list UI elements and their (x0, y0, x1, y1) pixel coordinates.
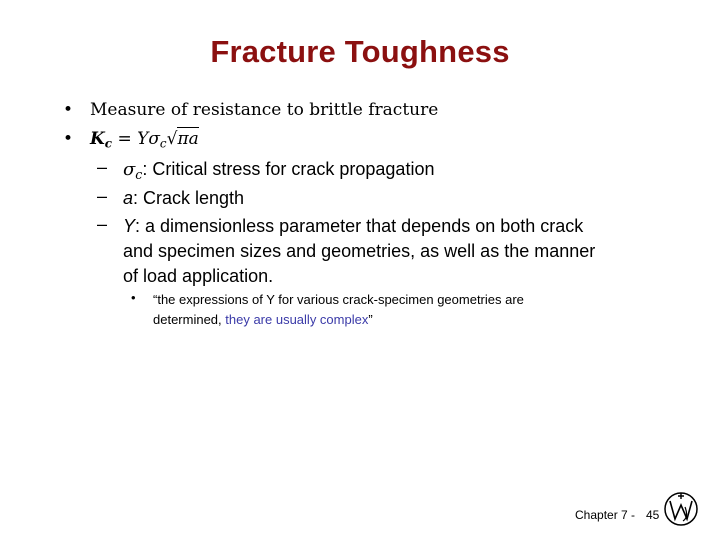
bullet-dot: • (63, 100, 74, 120)
y-desc-line3: of load application. (123, 266, 274, 286)
sigma-desc: : Critical stress for crack propagation (142, 159, 435, 179)
quote-line2-post: ” (368, 312, 373, 327)
formula-sigma-sub: c (159, 136, 167, 151)
wiley-logo-icon (662, 487, 700, 532)
a-symbol: a (123, 188, 134, 208)
y-desc-line1: : a dimensionless parameter that depends on both crack (135, 216, 584, 236)
y-symbol: Y (123, 216, 136, 236)
quote-line1: “the expressions of Y for various crack-specimen geometries are (153, 292, 524, 307)
formula-k: K (90, 129, 105, 149)
sub-bullet-text (123, 214, 595, 289)
sigma-symbol: σ (123, 159, 136, 180)
dash-bullet: – (97, 157, 108, 177)
sigma-sub: c (135, 166, 143, 182)
dash-bullet: – (97, 186, 108, 206)
formula-k-sub: c (104, 136, 113, 151)
bullet-dot: • (131, 290, 136, 305)
formula-sigma: σ (148, 129, 160, 149)
page-number: 45 (646, 508, 660, 522)
a-desc: : Crack length (133, 188, 245, 208)
slide-title: Fracture Toughness (210, 34, 510, 69)
kc-formula (90, 129, 199, 151)
sqrt-symbol: √ (166, 129, 178, 149)
formula-equals-y: = Y (117, 129, 149, 149)
y-desc-line2: and specimen sizes and geometries, as well as the manner (123, 241, 596, 261)
sub-bullet-text (123, 157, 434, 187)
quote-line2-pre: determined, (153, 312, 226, 327)
chapter-label: Chapter 7 - (575, 508, 636, 522)
quote-link[interactable]: they are usually complex (225, 312, 369, 327)
formula-pi-a: πa (177, 129, 199, 149)
bullet-dot: • (63, 129, 74, 149)
sub-bullet-text (123, 186, 244, 211)
dash-bullet: – (97, 214, 108, 234)
bullet-text: Measure of resistance to brittle fracture (90, 100, 439, 120)
quote-text (153, 290, 524, 330)
